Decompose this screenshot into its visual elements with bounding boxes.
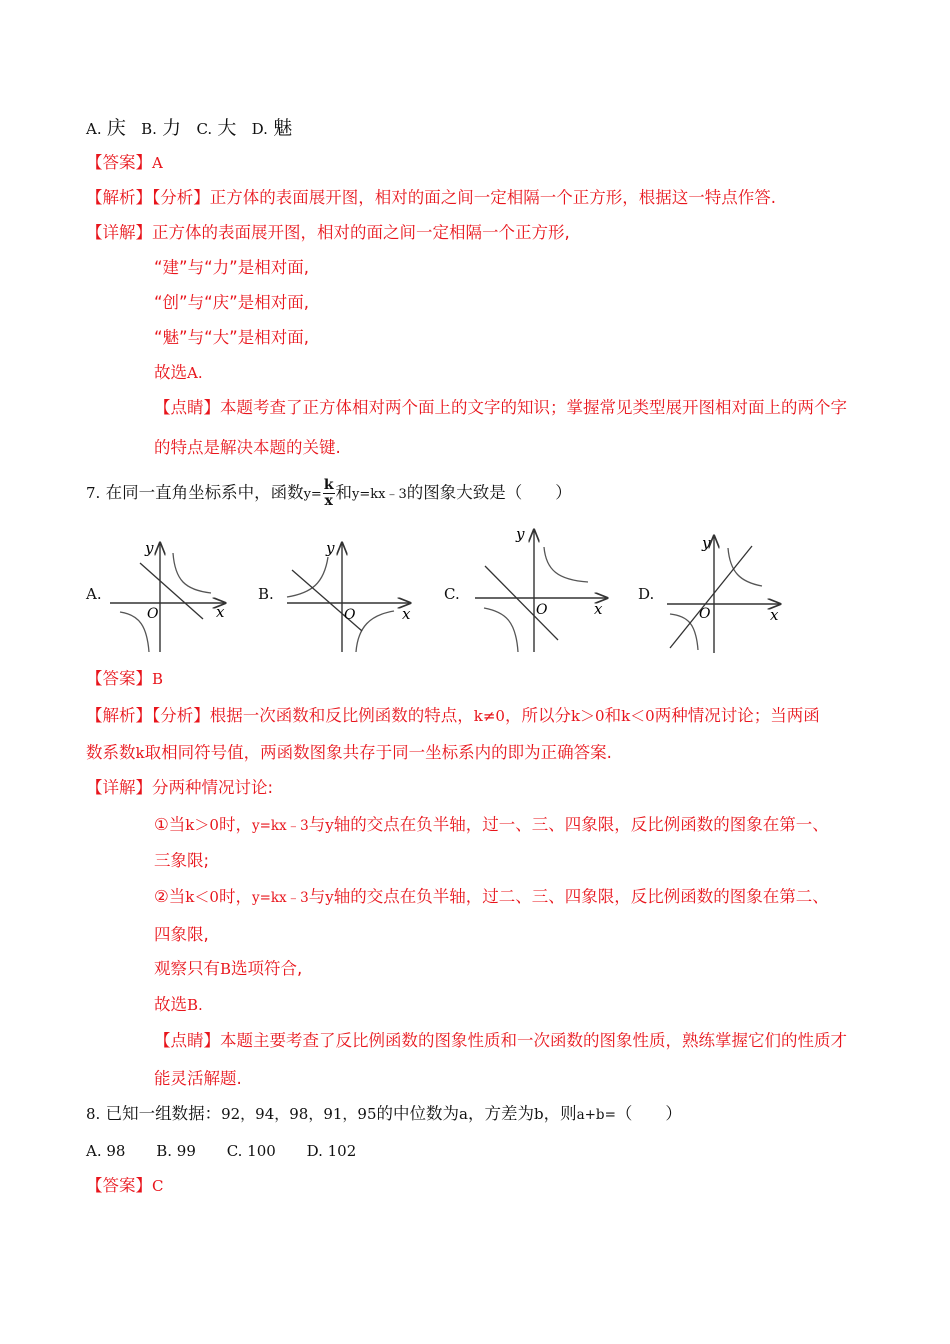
q7-graph-label-b: B.	[258, 585, 274, 603]
hyperbola-branch	[484, 608, 518, 652]
answer-tag: 【答案】	[86, 669, 152, 688]
choose-letter: B.	[187, 996, 203, 1014]
q6-answer-value: A	[152, 154, 163, 172]
origin-label: O	[344, 607, 356, 623]
q6-answer	[86, 152, 163, 174]
q7-analysis-text-b: ，所以分	[504, 706, 571, 725]
q7-graph-b	[282, 535, 422, 655]
q7-analysis-text-d: 两种情况讨论；当两函	[654, 706, 820, 725]
y-axis-label: y	[326, 539, 335, 557]
hyperbola-branch	[544, 547, 588, 582]
q6-analysis	[86, 187, 776, 209]
q8-option-c: C. 100	[226, 1142, 276, 1160]
q8-expr: a+b=	[576, 1107, 616, 1123]
q7-analysis-line2-b: 取相同符号值，两函数图象共存于同一坐标系内的即为正确答案.	[144, 743, 612, 762]
q7-analysis-line2-a: 数系数	[86, 743, 136, 762]
case2-b: 时，	[218, 887, 252, 906]
q7-stem-suffix: 的图象大致是（ ）	[406, 483, 572, 502]
q6-option-d-label: D.	[251, 120, 268, 138]
x-axis-label: x	[402, 605, 411, 623]
analysis-tag: 【解析】	[86, 188, 152, 207]
q7-case-1-line-2: 三象限;	[154, 851, 210, 870]
detail-tag: 【详解】	[86, 778, 152, 797]
q7-analysis-text-c: 和	[604, 706, 622, 725]
q7-analysis	[86, 705, 820, 727]
q6-option-c-label: C.	[196, 120, 213, 138]
q7-graph-label-c: C.	[444, 585, 460, 603]
q7-stem	[86, 476, 572, 512]
q6-options	[86, 117, 292, 140]
q7-stem-prefix: 在同一直角坐标系中，函数	[105, 483, 304, 502]
q7-analysis-kpos: k＞0	[570, 707, 605, 725]
analysis-sub-tag: 【分析】	[152, 706, 210, 725]
q6-pair-3: “魅”与“大”是相对面,	[154, 328, 309, 347]
q6-pair-1: “建”与“力”是相对面,	[154, 258, 309, 277]
q8-stem-a: 已知一组数据：	[105, 1104, 222, 1123]
q7-conj: 和	[335, 483, 353, 502]
q7-analysis-line2-k: k	[135, 744, 145, 762]
q8-a-var: a	[459, 1105, 468, 1123]
q8-stem-e: （ ）	[615, 1104, 682, 1123]
q8-stem-b: 的中位数为	[376, 1104, 459, 1123]
y-axis-label: y	[145, 539, 154, 557]
q7-analysis-line-2	[86, 742, 612, 764]
q8-stem-d: ，则	[543, 1104, 577, 1123]
case1-k: k＞0	[185, 816, 219, 834]
q6-option-a-char: 庆	[106, 117, 126, 139]
q7-case-2	[154, 886, 829, 909]
y-axis-label: y	[516, 525, 525, 543]
q7-graph-c	[470, 522, 615, 655]
hyperbola-branch	[356, 611, 394, 652]
q6-option-b-label: B.	[141, 120, 157, 138]
q6-analysis-text: 正方体的表面展开图，相对的面之间一定相隔一个正方形，根据这一特点作答.	[209, 188, 776, 207]
q7-analysis-kneg: k＜0	[621, 707, 655, 725]
q8-option-b: B. 99	[156, 1142, 196, 1160]
q6-comment-line-2: 的特点是解决本题的关键.	[154, 438, 341, 457]
observe-a: 观察只有	[154, 959, 220, 978]
q8-number: 8.	[86, 1105, 101, 1123]
q8-answer-value: C	[152, 1177, 164, 1195]
q7-choose	[154, 994, 203, 1016]
q8-option-d: D. 102	[306, 1142, 357, 1160]
q8-b-var: b	[533, 1105, 544, 1123]
q6-option-a-label: A.	[86, 120, 102, 138]
q6-option-b-char: 力	[162, 117, 182, 139]
origin-label: O	[147, 606, 159, 622]
case1-c: 与	[308, 815, 326, 834]
q8-stem	[86, 1103, 682, 1126]
q8-stem-c: ，方差为	[467, 1104, 534, 1123]
q7-fraction	[323, 478, 335, 509]
case2-y: y	[325, 888, 334, 906]
answer-tag: 【答案】	[86, 153, 152, 172]
case2-func: y=kx﹣3	[251, 890, 309, 906]
q6-option-c-char: 大	[217, 117, 237, 139]
q8-options	[86, 1140, 356, 1162]
case1-func: y=kx﹣3	[251, 818, 309, 834]
hyperbola-branch	[173, 553, 211, 593]
q7-comment	[154, 1030, 847, 1052]
q6-pair-2: “创”与“庆”是相对面,	[154, 293, 309, 312]
q7-comment-line-1: 本题主要考查了反比例函数的图象性质和一次函数的图象性质，熟练掌握它们的性质才	[220, 1031, 847, 1050]
q7-answer	[86, 668, 163, 690]
comment-tag: 【点睛】	[154, 1031, 220, 1050]
x-axis-label: x	[216, 603, 225, 621]
q7-case-2-line-2: 四象限,	[154, 925, 209, 944]
q7-detail-text: 分两种情况讨论:	[152, 778, 274, 797]
q6-option-d-char: 魅	[273, 117, 293, 139]
x-axis-label: x	[594, 600, 603, 618]
choose-letter: A.	[187, 364, 203, 382]
hyperbola-branch	[287, 557, 328, 597]
fraction-numerator: k	[323, 477, 334, 493]
case1-d: 轴的交点在负半轴，过一、三、四象限，反比例函数的图象在第一、	[333, 815, 829, 834]
case2-a: ②当	[154, 887, 186, 906]
choose-text: 故选	[154, 363, 187, 382]
detail-tag: 【详解】	[86, 223, 152, 242]
q7-answer-value: B	[152, 670, 164, 688]
linear-line	[670, 546, 752, 648]
case2-c: 与	[308, 887, 326, 906]
q7-analysis-text-a: 根据一次函数和反比例函数的特点，	[209, 706, 474, 725]
comment-tag: 【点睛】	[154, 398, 220, 417]
q6-detail	[86, 222, 570, 244]
q8-option-a: A. 98	[86, 1142, 126, 1160]
q7-observe	[154, 958, 302, 980]
q8-data: 92，94，98，91，95	[221, 1105, 377, 1123]
observe-c: 选项符合,	[231, 959, 303, 978]
fraction-denominator: x	[324, 493, 333, 509]
case1-b: 时，	[218, 815, 252, 834]
observe-letter: B	[220, 960, 232, 978]
q7-detail	[86, 777, 273, 799]
q7-graph-label-d: D.	[638, 585, 655, 603]
analysis-tag: 【解析】	[86, 706, 152, 725]
case2-d: 轴的交点在负半轴，过二、三、四象限，反比例函数的图象在第二、	[333, 887, 829, 906]
q7-func2: y=kx﹣3	[352, 487, 407, 502]
q6-comment	[154, 397, 847, 419]
choose-text: 故选	[154, 995, 187, 1014]
q7-number: 7.	[86, 484, 101, 502]
case1-y: y	[325, 816, 334, 834]
q7-graph-d	[662, 530, 787, 655]
origin-label: O	[536, 602, 548, 618]
answer-tag: 【答案】	[86, 1176, 152, 1195]
q7-func1-lhs: y=	[303, 487, 322, 502]
q8-answer	[86, 1175, 163, 1197]
q7-graph-label-a: A.	[86, 585, 102, 603]
x-axis-label: x	[770, 606, 779, 624]
case1-a: ①当	[154, 815, 186, 834]
case2-k: k＜0	[185, 888, 219, 906]
q7-case-1	[154, 814, 829, 837]
q6-detail-text: 正方体的表面展开图，相对的面之间一定相隔一个正方形,	[152, 223, 570, 242]
q7-analysis-k0: k≠0	[473, 707, 505, 725]
origin-label: O	[699, 606, 711, 622]
q6-comment-line-1: 本题考查了正方体相对两个面上的文字的知识；掌握常见类型展开图相对面上的两个字	[220, 398, 847, 417]
analysis-sub-tag: 【分析】	[152, 188, 210, 207]
y-axis-label: y	[702, 534, 711, 552]
hyperbola-branch	[120, 612, 149, 652]
q7-comment-line-2: 能灵活解题.	[154, 1069, 242, 1088]
q7-graph-a	[105, 535, 235, 655]
q6-choose	[154, 362, 203, 384]
